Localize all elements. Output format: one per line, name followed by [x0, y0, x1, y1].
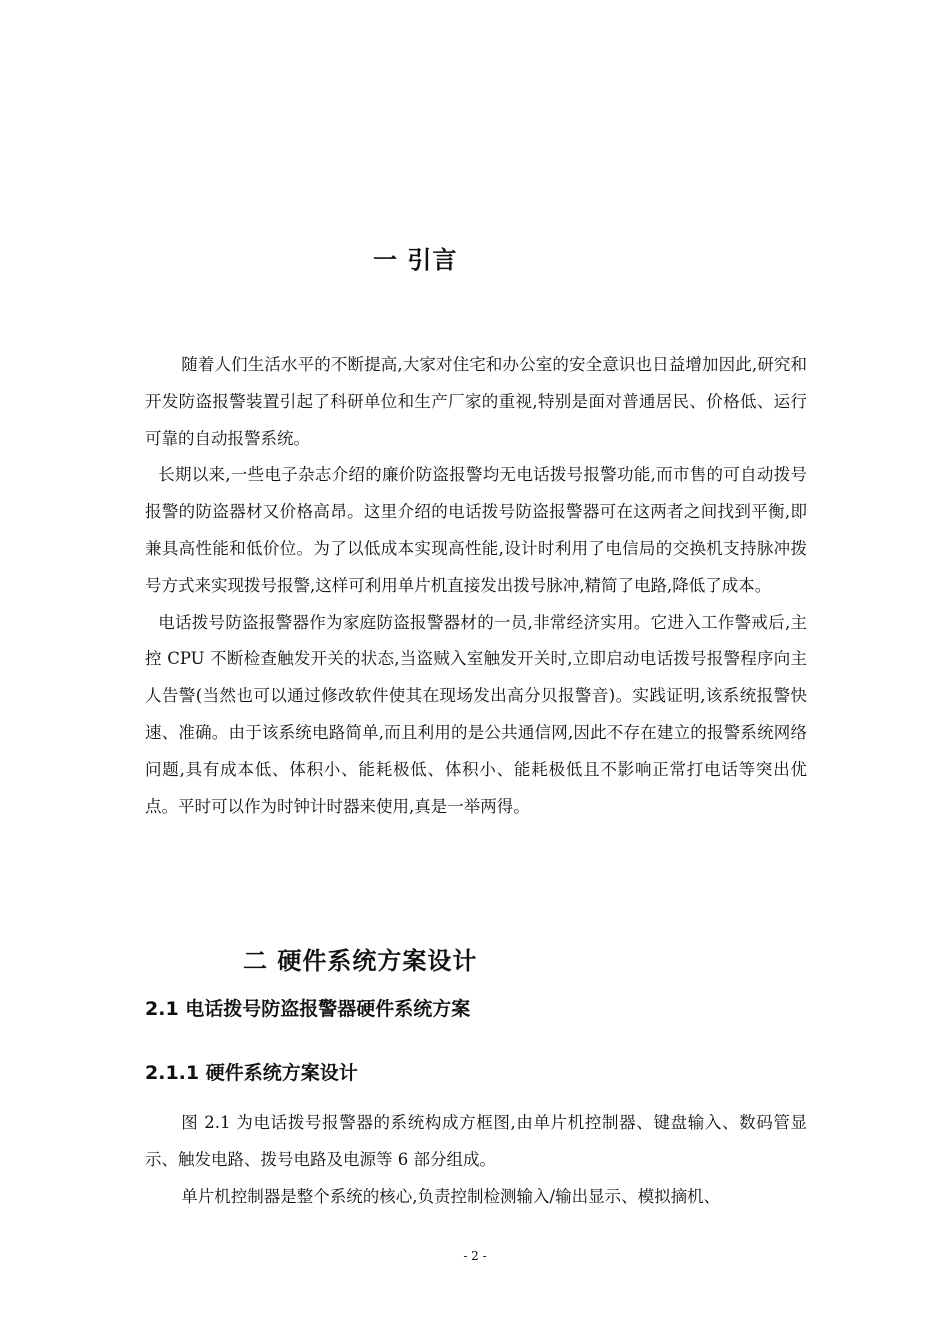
hardware-paragraph-2: 单片机控制器是整个系统的核心,负责控制检测输入/输出显示、模拟摘机、 — [181, 1186, 721, 1206]
hardware-paragraph-1: 图 2.1 为电话拨号报警器的系统构成方框图,由单片机控制器、键盘输入、数码管显示、触发电路、拨号电路及电源等 6 部分组成。 — [145, 1113, 807, 1169]
subsection-heading-2-1-1: 2.1.1 硬件系统方案设计 — [145, 1062, 358, 1084]
page-number: - 2 - — [463, 1249, 487, 1263]
subsection-heading-2-1: 2.1 电话拨号防盗报警器硬件系统方案 — [145, 998, 471, 1020]
introduction-body — [145, 347, 807, 825]
intro-paragraph-3: 电话拨号防盗报警器作为家庭防盗报警器材的一员,非常经济实用。它进入工作警戒后,主控 CPU 不断检查触发开关的状态,当盗贼入室触发开关时,立即启动电话拨号报警程序向主人告警(当然也可以通过修改软件使其在现场发出高分贝报警音)。实践证明,该系统报警快速、准确。由于该系统电路简单,而且利用的是公共通信网,因此不存在建立的报警系统网络问题,具有成本低、体积小、能耗极低、体积小、能耗极低且不影响正常打电话等突出优点。平时可以作为时钟计时器来使用,真是一举两得。 — [145, 612, 807, 816]
section-heading-introduction: 一 引言 — [373, 246, 458, 274]
section-heading-hardware: 二 硬件系统方案设计 — [243, 947, 478, 975]
hardware-body — [145, 1105, 807, 1215]
intro-paragraph-1: 随着人们生活水平的不断提高,大家对住宅和办公室的安全意识也日益增加因此,研究和开发防盗报警装置引起了科研单位和生产厂家的重视,特别是面对普通居民、价格低、运行可靠的自动报警系统。 — [145, 355, 807, 448]
intro-paragraph-2: 长期以来,一些电子杂志介绍的廉价防盗报警均无电话拨号报警功能,而市售的可自动拨号报警的防盗器材又价格高昂。这里介绍的电话拨号防盗报警器可在这两者之间找到平衡,即兼具高性能和低价位。为了以低成本实现高性能,设计时利用了电信局的交换机支持脉冲拨号方式来实现拨号报警,这样可利用单片机直接发出拨号脉冲,精简了电路,降低了成本。 — [145, 465, 807, 595]
